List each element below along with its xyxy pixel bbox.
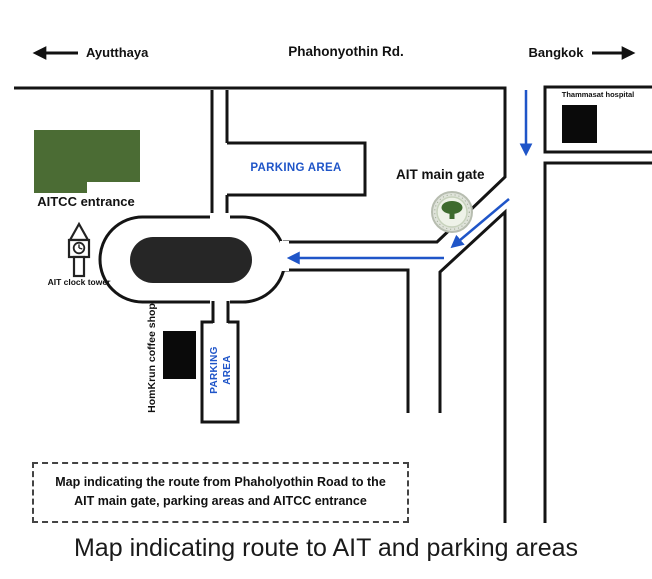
road-south-of-gate-west-edge (283, 270, 408, 413)
label-parking-area-south (208, 346, 234, 393)
label-homkrun-coffee-shop: HomKrun coffee shop (146, 303, 158, 413)
homkrun-coffee-shop-building (163, 331, 196, 379)
label-ayutthaya: Ayutthaya (86, 45, 149, 60)
map-caption-box: Map indicating the route from Phaholyothin Road to the AIT main gate, parking areas and AITCC entrance (32, 462, 409, 523)
thammasat-hospital-building (562, 105, 597, 143)
label-thammasat-hospital: Thammasat hospital (561, 90, 635, 99)
label-parking-area-south-line1: PARKING (209, 346, 220, 394)
label-bangkok: Bangkok (528, 45, 584, 60)
label-parking-area-south-line2: AREA (222, 355, 233, 385)
roundabout-gap-right (280, 241, 289, 271)
label-ait-clock-tower: AIT clock tower (47, 277, 111, 287)
roundabout-gap-top (210, 213, 230, 221)
label-parking-area-top: PARKING AREA (250, 162, 342, 174)
aitcc-entrance-building (34, 130, 140, 193)
label-aitcc-entrance: AITCC entrance (37, 194, 135, 209)
ait-main-gate-logo-icon (432, 192, 472, 232)
road-right-east-edge (545, 163, 652, 523)
ait-clock-tower-icon (69, 224, 89, 276)
label-phahonyothin-road: Phahonyothin Rd. (288, 44, 404, 59)
roundabout-island (130, 237, 252, 283)
label-ait-main-gate: AIT main gate (396, 167, 485, 182)
road-gate-diagonal-and-right-west-edge (440, 212, 505, 523)
figure-caption: Map indicating route to AIT and parking areas (73, 534, 579, 562)
